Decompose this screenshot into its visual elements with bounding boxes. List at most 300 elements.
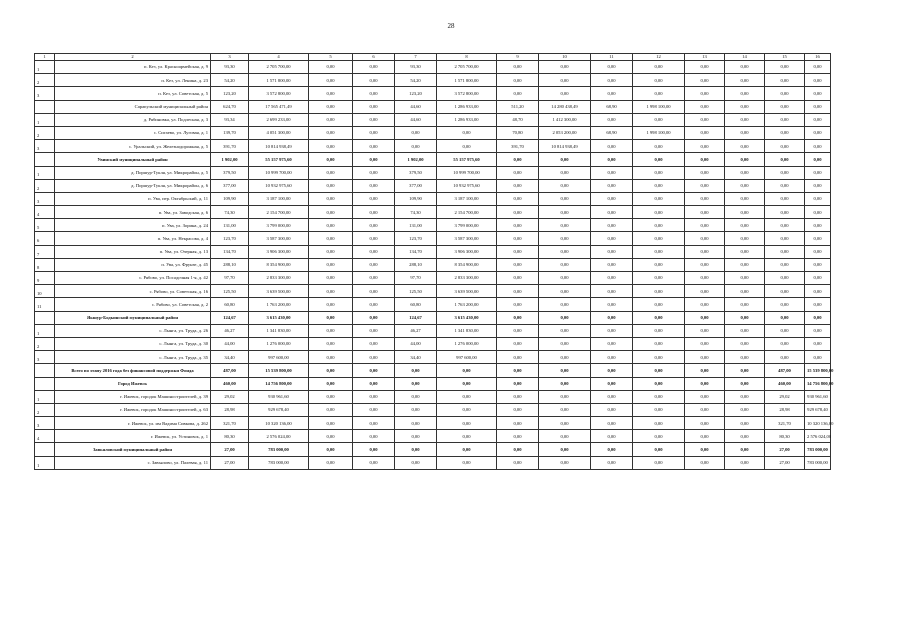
- address-cell: д. Поршур-Тукля, ул. Микрорайон, д. 6: [55, 179, 211, 192]
- value-cell: 10 932 975,60: [249, 179, 309, 192]
- value-cell: 0,00: [725, 219, 765, 232]
- table-row: [35, 61, 831, 74]
- value-cell: 0,00: [685, 140, 725, 153]
- value-cell: 80,30: [211, 430, 249, 443]
- value-cell: 125,50: [395, 285, 437, 298]
- row-number-cell: [35, 377, 55, 390]
- value-cell: 0,00: [765, 245, 805, 258]
- value-cell: 0,00: [539, 272, 591, 285]
- value-cell: 60,80: [211, 298, 249, 311]
- value-cell: 0,00: [591, 61, 633, 74]
- column-number-header: 8: [437, 54, 497, 61]
- address-cell: Завьяловский муниципальный район: [55, 443, 211, 456]
- value-cell: 124,67: [395, 311, 437, 324]
- column-number-header: 9: [497, 54, 539, 61]
- value-cell: 0,00: [497, 351, 539, 364]
- value-cell: 70,80: [497, 126, 539, 139]
- address-cell: п. Кез, ул. Ленина, д. 23: [55, 74, 211, 87]
- value-cell: 0,00: [725, 417, 765, 430]
- value-cell: 0,00: [539, 87, 591, 100]
- value-cell: 0,00: [633, 219, 685, 232]
- value-cell: 0,00: [353, 364, 395, 377]
- value-cell: 0,00: [765, 61, 805, 74]
- value-cell: 379,50: [211, 166, 249, 179]
- column-number-header: 16: [805, 54, 831, 61]
- value-cell: 27,00: [211, 456, 249, 469]
- row-number-cell: 3: [35, 140, 55, 153]
- value-cell: 44,00: [211, 337, 249, 350]
- value-cell: 0,00: [633, 74, 685, 87]
- row-number-cell: 2: [35, 74, 55, 87]
- value-cell: 0,00: [591, 258, 633, 271]
- value-cell: 930 961,60: [249, 390, 309, 403]
- value-cell: 0,00: [725, 61, 765, 74]
- value-cell: 0,00: [633, 192, 685, 205]
- value-cell: 0,00: [591, 74, 633, 87]
- value-cell: 783 000,00: [249, 456, 309, 469]
- table-row: [35, 324, 831, 337]
- value-cell: 0,00: [497, 324, 539, 337]
- value-cell: 0,00: [633, 258, 685, 271]
- row-number-cell: 6: [35, 232, 55, 245]
- value-cell: 68,90: [591, 100, 633, 113]
- value-cell: 125,50: [211, 285, 249, 298]
- value-cell: 1 412 300,00: [539, 113, 591, 126]
- value-cell: 0,00: [805, 113, 831, 126]
- value-cell: 0,00: [685, 285, 725, 298]
- value-cell: 0,00: [591, 219, 633, 232]
- value-cell: 0,00: [725, 403, 765, 416]
- value-cell: 123,70: [211, 232, 249, 245]
- value-cell: 0,00: [633, 153, 685, 166]
- address-cell: п. Ува, ул. Фрунзе, д. 45: [55, 258, 211, 271]
- value-cell: 0,00: [539, 324, 591, 337]
- value-cell: 0,00: [633, 430, 685, 443]
- value-cell: 0,00: [685, 443, 725, 456]
- value-cell: 0,00: [591, 456, 633, 469]
- value-cell: 0,00: [539, 311, 591, 324]
- value-cell: 0,00: [309, 179, 353, 192]
- header-row: [35, 54, 831, 61]
- address-cell: г. Ижевск, ул. Устиновск, д. 1: [55, 430, 211, 443]
- row-number-cell: 1: [35, 166, 55, 179]
- address-cell: п. Ува, ул. Озерная, д. 13: [55, 245, 211, 258]
- value-cell: 487,00: [211, 364, 249, 377]
- value-cell: 783 000,00: [249, 443, 309, 456]
- value-cell: 0,00: [309, 285, 353, 298]
- value-cell: 3 639 500,00: [249, 285, 309, 298]
- value-cell: 0,00: [591, 430, 633, 443]
- row-number-cell: 3: [35, 87, 55, 100]
- value-cell: 0,00: [353, 443, 395, 456]
- value-cell: 93,30: [211, 61, 249, 74]
- value-cell: 0,00: [805, 351, 831, 364]
- table-row: [35, 285, 831, 298]
- value-cell: 0,00: [539, 298, 591, 311]
- table-row: [35, 179, 831, 192]
- value-cell: 0,00: [591, 364, 633, 377]
- column-number-header: 1: [35, 54, 55, 61]
- row-number-cell: 5: [35, 219, 55, 232]
- table-row: [35, 430, 831, 443]
- value-cell: 3 615 430,00: [249, 311, 309, 324]
- value-cell: 0,00: [309, 272, 353, 285]
- value-cell: 0,00: [539, 403, 591, 416]
- value-cell: 0,00: [437, 456, 497, 469]
- table-row: [35, 258, 831, 271]
- value-cell: 0,00: [805, 61, 831, 74]
- value-cell: 0,00: [395, 390, 437, 403]
- value-cell: 0,00: [353, 61, 395, 74]
- value-cell: 74,30: [211, 206, 249, 219]
- value-cell: 0,00: [765, 285, 805, 298]
- value-cell: 0,00: [805, 232, 831, 245]
- row-number-cell: 2: [35, 403, 55, 416]
- value-cell: 0,00: [353, 403, 395, 416]
- table-body: [35, 54, 834, 470]
- value-cell: 0,00: [539, 61, 591, 74]
- address-cell: Город Ижевск: [55, 377, 211, 390]
- value-cell: 1 763 200,00: [437, 298, 497, 311]
- value-cell: 0,00: [353, 232, 395, 245]
- value-cell: 48,70: [497, 113, 539, 126]
- value-cell: 0,00: [309, 140, 353, 153]
- value-cell: 2 833 300,00: [249, 272, 309, 285]
- value-cell: 0,00: [765, 258, 805, 271]
- value-cell: 0,00: [685, 61, 725, 74]
- value-cell: 0,00: [805, 245, 831, 258]
- value-cell: 1 902,00: [211, 153, 249, 166]
- table-row: [35, 390, 831, 403]
- value-cell: 0,00: [309, 337, 353, 350]
- value-cell: 0,00: [725, 430, 765, 443]
- value-cell: 3 906 300,00: [437, 245, 497, 258]
- value-cell: 321,70: [211, 417, 249, 430]
- value-cell: 0,00: [353, 298, 395, 311]
- housing-program-table: [34, 53, 834, 470]
- value-cell: 0,00: [353, 179, 395, 192]
- value-cell: 0,00: [765, 140, 805, 153]
- value-cell: 0,00: [539, 417, 591, 430]
- value-cell: 0,00: [539, 456, 591, 469]
- address-cell: с. Рябово, ул. Советская, д. 16: [55, 285, 211, 298]
- row-number-cell: 1: [35, 456, 55, 469]
- value-cell: 0,00: [353, 166, 395, 179]
- value-cell: 0,00: [591, 417, 633, 430]
- value-cell: 0,00: [725, 74, 765, 87]
- value-cell: 0,00: [309, 219, 353, 232]
- value-cell: 0,00: [497, 311, 539, 324]
- value-cell: 0,00: [685, 153, 725, 166]
- value-cell: 29,02: [211, 390, 249, 403]
- value-cell: 288,10: [395, 258, 437, 271]
- value-cell: 0,00: [765, 298, 805, 311]
- column-number-header: 4: [249, 54, 309, 61]
- row-number-cell: 7: [35, 245, 55, 258]
- value-cell: 1 763 200,00: [249, 298, 309, 311]
- value-cell: 0,00: [353, 192, 395, 205]
- value-cell: 0,00: [685, 351, 725, 364]
- value-cell: 34,40: [211, 351, 249, 364]
- value-cell: 0,00: [805, 258, 831, 271]
- value-cell: 0,00: [685, 364, 725, 377]
- value-cell: 0,00: [685, 74, 725, 87]
- value-cell: 0,00: [685, 390, 725, 403]
- value-cell: 0,00: [353, 206, 395, 219]
- value-cell: 0,00: [539, 377, 591, 390]
- value-cell: 0,00: [497, 285, 539, 298]
- subtotal-row: [35, 153, 831, 166]
- value-cell: 0,00: [353, 126, 395, 139]
- value-cell: 0,00: [353, 337, 395, 350]
- value-cell: 0,00: [591, 245, 633, 258]
- column-number-header: 6: [353, 54, 395, 61]
- value-cell: 34,40: [395, 351, 437, 364]
- row-number-cell: 3: [35, 192, 55, 205]
- value-cell: 17 565 471,49: [249, 100, 309, 113]
- value-cell: 0,00: [725, 364, 765, 377]
- value-cell: 0,00: [309, 258, 353, 271]
- address-cell: Всего по этапу 2016 года без финансовой поддержки Фонда: [55, 364, 211, 377]
- value-cell: 0,00: [395, 403, 437, 416]
- address-cell: с. Рябово, ул. Советская, д. 2: [55, 298, 211, 311]
- row-number-cell: [35, 364, 55, 377]
- address-cell: г. Ижевск, городок Машиностроителей, д. 63: [55, 403, 211, 416]
- value-cell: 0,00: [497, 272, 539, 285]
- value-cell: 0,00: [633, 113, 685, 126]
- table-row: [35, 417, 831, 430]
- value-cell: 74,30: [395, 206, 437, 219]
- value-cell: 0,00: [353, 390, 395, 403]
- row-number-cell: 1: [35, 113, 55, 126]
- value-cell: 2 833 300,00: [437, 272, 497, 285]
- value-cell: 0,00: [685, 219, 725, 232]
- value-cell: 0,00: [353, 285, 395, 298]
- value-cell: 0,00: [309, 311, 353, 324]
- value-cell: 3 187 100,00: [249, 192, 309, 205]
- value-cell: 0,00: [725, 113, 765, 126]
- value-cell: 97,70: [211, 272, 249, 285]
- value-cell: 27,00: [765, 456, 805, 469]
- value-cell: 0,00: [539, 166, 591, 179]
- value-cell: 0,00: [309, 74, 353, 87]
- address-cell: Сарапульский муниципальный район: [55, 100, 211, 113]
- value-cell: 0,00: [633, 443, 685, 456]
- value-cell: 0,00: [497, 179, 539, 192]
- value-cell: 0,00: [685, 126, 725, 139]
- value-cell: 929 678,40: [805, 403, 831, 416]
- value-cell: 15 539 800,00: [805, 364, 831, 377]
- value-cell: 0,00: [765, 113, 805, 126]
- value-cell: 0,00: [725, 206, 765, 219]
- address-cell: д. Поршур-Тукля, ул. Микрорайон, д. 5: [55, 166, 211, 179]
- value-cell: 0,00: [497, 258, 539, 271]
- value-cell: 0,00: [765, 100, 805, 113]
- value-cell: 783 000,00: [805, 443, 831, 456]
- value-cell: 783 000,00: [805, 456, 831, 469]
- value-cell: 0,00: [539, 258, 591, 271]
- value-cell: 0,00: [395, 140, 437, 153]
- value-cell: 0,00: [633, 311, 685, 324]
- table-row: [35, 351, 831, 364]
- value-cell: 0,00: [633, 364, 685, 377]
- value-cell: 1 286 933,00: [437, 100, 497, 113]
- address-cell: с. Сигаево, ул. Луговая, д. 1: [55, 126, 211, 139]
- value-cell: 46,27: [395, 324, 437, 337]
- column-number-header: 5: [309, 54, 353, 61]
- subtotal-row: [35, 377, 831, 390]
- value-cell: 28,98: [765, 403, 805, 416]
- value-cell: 0,00: [725, 456, 765, 469]
- address-cell: с. Завьялово, ул. Палевая, д. 11: [55, 456, 211, 469]
- table-row: [35, 140, 831, 153]
- value-cell: 0,00: [805, 192, 831, 205]
- value-cell: 0,00: [497, 443, 539, 456]
- value-cell: 0,00: [765, 192, 805, 205]
- value-cell: 0,00: [685, 403, 725, 416]
- value-cell: 0,00: [591, 377, 633, 390]
- column-number-header: 13: [685, 54, 725, 61]
- value-cell: 2 705 700,00: [249, 61, 309, 74]
- value-cell: 0,00: [497, 61, 539, 74]
- value-cell: 0,00: [633, 337, 685, 350]
- value-cell: 0,00: [765, 206, 805, 219]
- column-number-header: 3: [211, 54, 249, 61]
- value-cell: 3 906 300,00: [249, 245, 309, 258]
- value-cell: 487,00: [765, 364, 805, 377]
- column-number-header: 7: [395, 54, 437, 61]
- value-cell: 0,00: [725, 100, 765, 113]
- value-cell: 0,00: [591, 232, 633, 245]
- value-cell: 0,00: [805, 87, 831, 100]
- value-cell: 0,00: [353, 113, 395, 126]
- value-cell: 124,67: [211, 311, 249, 324]
- value-cell: 0,00: [497, 430, 539, 443]
- address-cell: п. Ува, пер. Октябрьский, д. 11: [55, 192, 211, 205]
- value-cell: 29,02: [765, 390, 805, 403]
- value-cell: 0,00: [309, 456, 353, 469]
- value-cell: 0,00: [685, 113, 725, 126]
- value-cell: 0,00: [591, 285, 633, 298]
- value-cell: 0,00: [395, 430, 437, 443]
- value-cell: 93,30: [395, 61, 437, 74]
- value-cell: 0,00: [539, 430, 591, 443]
- value-cell: 0,00: [591, 351, 633, 364]
- value-cell: 0,00: [309, 245, 353, 258]
- value-cell: 0,00: [497, 74, 539, 87]
- value-cell: 0,00: [805, 311, 831, 324]
- value-cell: 0,00: [591, 337, 633, 350]
- value-cell: 0,00: [395, 443, 437, 456]
- value-cell: 134,70: [395, 245, 437, 258]
- value-cell: 3 187 100,00: [437, 192, 497, 205]
- row-number-cell: 3: [35, 351, 55, 364]
- value-cell: 511,20: [497, 100, 539, 113]
- table-row: [35, 219, 831, 232]
- value-cell: 0,00: [309, 351, 353, 364]
- value-cell: 0,00: [725, 311, 765, 324]
- value-cell: 460,00: [211, 377, 249, 390]
- value-cell: 0,00: [309, 232, 353, 245]
- value-cell: 3 639 500,00: [437, 285, 497, 298]
- value-cell: 0,00: [805, 126, 831, 139]
- table-row: [35, 298, 831, 311]
- value-cell: 1 571 800,00: [437, 74, 497, 87]
- value-cell: 0,00: [725, 192, 765, 205]
- value-cell: 10 999 700,00: [437, 166, 497, 179]
- column-number-header: 11: [591, 54, 633, 61]
- value-cell: 0,00: [591, 87, 633, 100]
- value-cell: 377,00: [395, 179, 437, 192]
- value-cell: 0,00: [437, 364, 497, 377]
- value-cell: 0,00: [685, 311, 725, 324]
- value-cell: 0,00: [633, 417, 685, 430]
- value-cell: 1 571 800,00: [249, 74, 309, 87]
- value-cell: 0,00: [497, 219, 539, 232]
- row-number-cell: 9: [35, 272, 55, 285]
- value-cell: 0,00: [685, 456, 725, 469]
- value-cell: 3 587 300,00: [437, 232, 497, 245]
- value-cell: 0,00: [805, 166, 831, 179]
- value-cell: 0,00: [539, 351, 591, 364]
- value-cell: 0,00: [685, 87, 725, 100]
- value-cell: 0,00: [805, 219, 831, 232]
- value-cell: 0,00: [591, 113, 633, 126]
- value-cell: 0,00: [309, 153, 353, 166]
- value-cell: 3 572 800,00: [437, 87, 497, 100]
- value-cell: 0,00: [309, 126, 353, 139]
- value-cell: 10 320 136,00: [805, 417, 831, 430]
- value-cell: 0,00: [309, 206, 353, 219]
- value-cell: 0,00: [353, 456, 395, 469]
- value-cell: 0,00: [591, 390, 633, 403]
- value-cell: 0,00: [805, 206, 831, 219]
- value-cell: 0,00: [591, 206, 633, 219]
- value-cell: 2 576 024,00: [249, 430, 309, 443]
- value-cell: 0,00: [395, 456, 437, 469]
- value-cell: 0,00: [633, 87, 685, 100]
- value-cell: 0,00: [685, 324, 725, 337]
- table-row: [35, 166, 831, 179]
- value-cell: 0,00: [497, 456, 539, 469]
- value-cell: 0,00: [353, 324, 395, 337]
- value-cell: 123,20: [395, 87, 437, 100]
- value-cell: 0,00: [765, 87, 805, 100]
- row-number-cell: [35, 311, 55, 324]
- address-cell: д. Рябиновка, ул. Подлесная, д. 3: [55, 113, 211, 126]
- value-cell: 377,00: [211, 179, 249, 192]
- value-cell: 0,00: [497, 206, 539, 219]
- row-number-cell: 11: [35, 298, 55, 311]
- value-cell: 0,00: [765, 219, 805, 232]
- value-cell: 134,70: [211, 245, 249, 258]
- value-cell: 0,00: [309, 298, 353, 311]
- value-cell: 0,00: [805, 285, 831, 298]
- value-cell: 2 705 700,00: [437, 61, 497, 74]
- value-cell: 2 154 700,00: [249, 206, 309, 219]
- value-cell: 14 756 800,00: [805, 377, 831, 390]
- page-number: 28: [447, 22, 455, 30]
- value-cell: 139,70: [211, 126, 249, 139]
- value-cell: 0,00: [497, 192, 539, 205]
- value-cell: 288,10: [211, 258, 249, 271]
- value-cell: 0,00: [591, 272, 633, 285]
- column-number-header: 14: [725, 54, 765, 61]
- value-cell: 460,00: [765, 377, 805, 390]
- value-cell: 0,00: [437, 377, 497, 390]
- value-cell: 0,00: [353, 153, 395, 166]
- table-row: [35, 245, 831, 258]
